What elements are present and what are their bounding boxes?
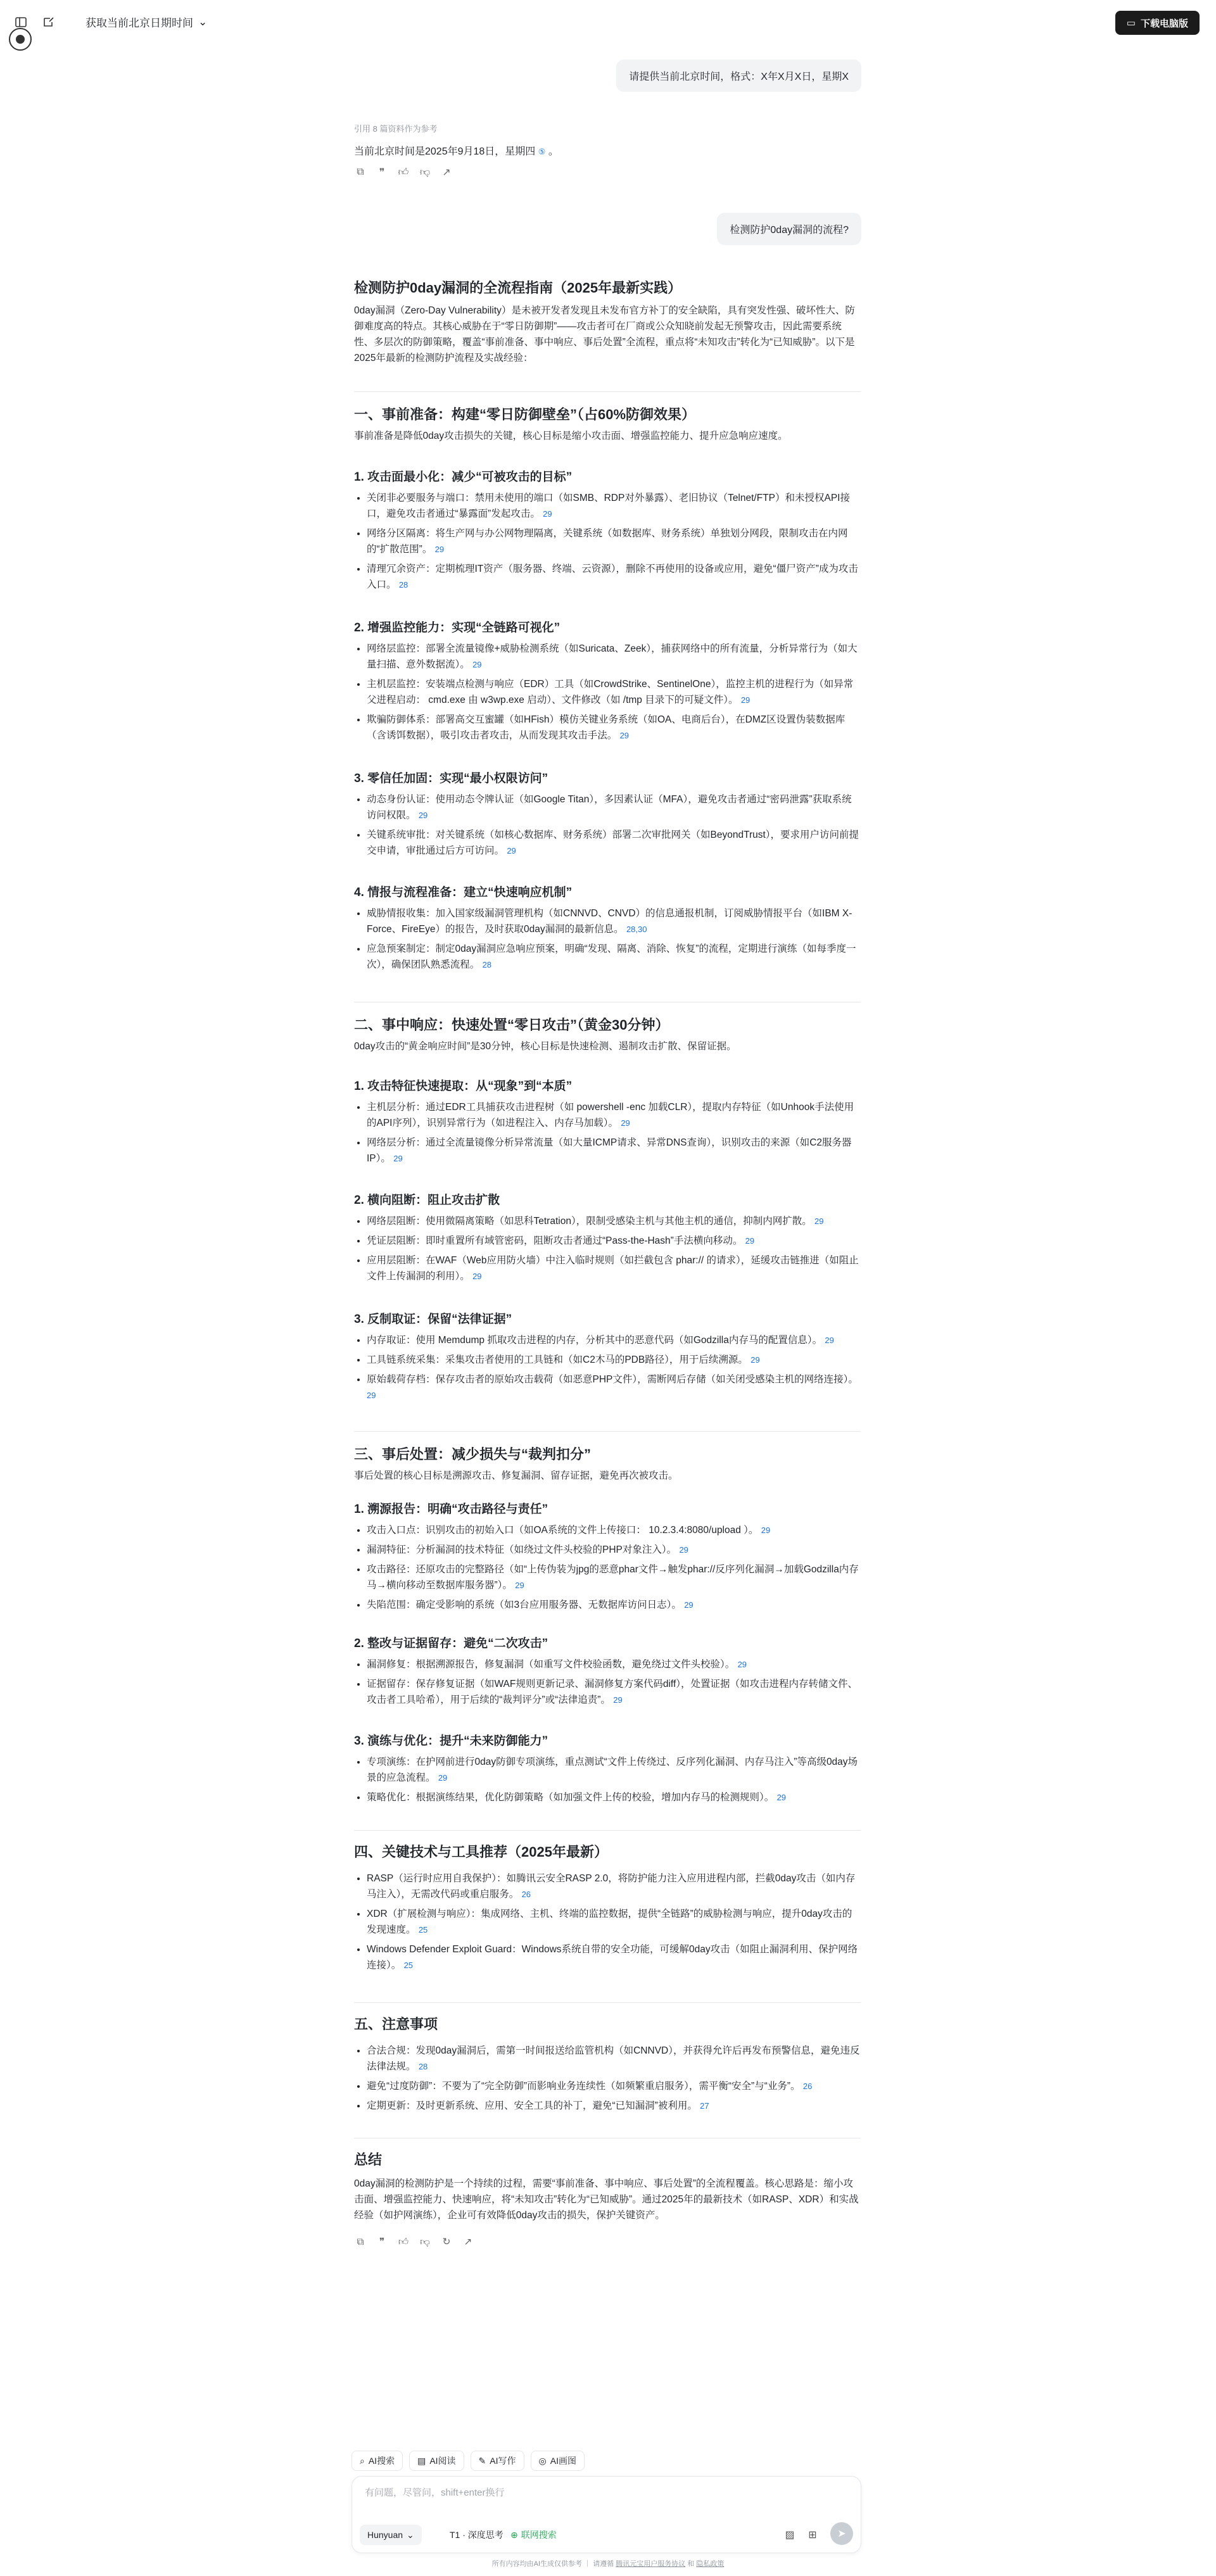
agreement-link[interactable]: 腾讯元宝用户服务协议 [616, 2560, 686, 2568]
thumbs-up-icon[interactable]: 👍︎ [398, 2236, 409, 2247]
user-message: 检测防护0day漏洞的流程? [717, 213, 861, 245]
list-item: • 内存取证：使用 Memdump 抓取攻击进程的内存，分析其中的恶意代码（如Godzilla内存马的配置信息）。 29 [367, 1332, 861, 1348]
file-upload-icon[interactable]: ⊞ [808, 2530, 817, 2541]
subsection-title: 3. 反制取证：保留“法律证据” [354, 1313, 512, 1326]
citation[interactable]: 29 [619, 731, 630, 740]
download-desktop-label: 下载电脑版 [1140, 18, 1188, 29]
deep-think-toggle[interactable] [445, 2525, 509, 2545]
list-item: • 凭证层阻断：即时重置所有域管密码，阻断攻击者通过“Pass-the-Hash”手法横向移动。 29 [367, 1233, 861, 1249]
subsection-title: 3. 演练与优化：提升“未来防御能力” [354, 1734, 548, 1748]
list-item: • 网络分区隔离：将生产网与办公网物理隔离，关键系统（如数据库、财务系统）单独划分网段，限制攻击在内网的“扩散范围”。 29 [367, 526, 861, 557]
citation[interactable]: 29 [472, 660, 482, 669]
ai-read-label: AI阅读 [429, 2456, 456, 2466]
citation[interactable]: 29 [679, 1545, 688, 1555]
citation[interactable]: 29 [745, 1236, 755, 1246]
answer-actions [354, 166, 453, 179]
list-item: • 主机层分析：通过EDR工具捕获攻击进程树（如 powershell -enc 加载CLR），提取内存特征（如Unhook手法使用的API序列），识别异常行为（如进程注入、内存马加载）。 29 [367, 1099, 861, 1131]
section-title: 四、关键技术与工具推荐（2025年最新） [354, 1844, 608, 1860]
citation[interactable]: 25 [418, 1925, 428, 1935]
list-item: • 威胁情报收集：加入国家级漏洞管理机构（如CNNVD、CNVD）的信息通报机制，订阅威胁情报平台（如IBM X-Force、FireEye）的报告，及时获取0day漏洞的最新信息。 28,30 [367, 906, 861, 937]
list-item: • 关闭非必要服务与端口：禁用未使用的端口（如SMB、RDP对外暴露）、老旧协议（Telnet/FTP）和未授权API接口，避免攻击者通过“暴露面”发起攻击。 29 [367, 490, 861, 522]
subsection-title: 2. 增强监控能力：实现“全链路可视化” [354, 621, 560, 635]
list-item: • 欺骗防御体系：部署高交互蜜罐（如HFish）模仿关键业务系统（如OA、电商后台），在DMZ区设置伪装数据库（含诱饵数据），吸引攻击者攻击，从而发现其攻击手法。 29 [367, 712, 861, 743]
footer: 所有内容均由AI生成仅供参考 ｜ 请遵循 腾讯元宝用户服务协议 和 隐私政策 [491, 2560, 725, 2568]
list-item: • RASP（运行时应用自我保护）：如腾讯云安全RASP 2.0，将防护能力注入应用进程内部，拦截0day攻击（如内存马注入），无需改代码或重启服务。 26 [367, 1871, 861, 1902]
list-item: • 避免“过度防御”：不要为了“完全防御”而影响业务连续性（如频繁重启服务），需平衡“安全”与“业务”。 26 [367, 2078, 861, 2094]
thumbs-down-icon[interactable]: 👎︎ [420, 2236, 430, 2247]
subsection-title: 1. 溯源报告：明确“攻击路径与责任” [354, 1503, 548, 1516]
list-item: • 合法合规：发现0day漏洞后，需第一时间报送给监管机构（如CNNVD），并获得允许后再发布预警信息，避免违反法律法规。 28 [367, 2043, 861, 2074]
search-icon: ⌕ [360, 2455, 365, 2466]
chat-input-placeholder[interactable]: 有问题，尽管问，shift+enter换行 [365, 2487, 505, 2498]
assistant-answer: 当前北京时间是2025年9月18日，星期四 ⑤ 。 [354, 146, 559, 157]
divider [354, 391, 861, 392]
divider [354, 1431, 861, 1432]
divider [354, 2002, 861, 2003]
ai-search-button[interactable] [352, 2451, 403, 2471]
desktop-icon: ▭ [1126, 18, 1136, 28]
citation[interactable]: 29 [515, 1581, 524, 1590]
section-title: 二、事中响应：快速处置“零日攻击”（黄金30分钟） [354, 1017, 669, 1033]
ai-read-button[interactable] [409, 2451, 464, 2471]
list-item: • 网络层分析：通过全流量镜像分析异常流量（如大量ICMP请求、异常DNS查询），识别攻击的来源（如C2服务器IP）。 29 [367, 1135, 861, 1166]
list-item: • 失陷范围：确定受影响的系统（如3台应用服务器、无数据库访问日志）。 29 [367, 1597, 861, 1613]
list-item: • 网络层阻断：使用微隔离策略（如思科Tetration），限制受感染主机与其他主机的通信，抑制内网扩散。 29 [367, 1213, 861, 1229]
citation[interactable]: 29 [814, 1216, 824, 1226]
list-item: • 攻击入口点：识别攻击的初始入口（如OA系统的文件上传接口： 10.2.3.4:8080/upload ）。 29 [367, 1522, 861, 1538]
copy-icon[interactable]: ⧉ [357, 2236, 364, 2247]
citation[interactable]: 29 [418, 811, 428, 820]
answer-actions [354, 2235, 861, 2248]
citation[interactable]: 26 [521, 1890, 531, 1899]
list-item: • 清理冗余资产：定期梳理IT资产（服务器、终端、云资源），删除不再使用的设备或应用，避免“僵尸资产”成为攻击入口。 28 [367, 561, 861, 593]
summary-text: 0day漏洞的检测防护是一个持续的过程，需要“事前准备、事中响应、事后处置”的全流程覆盖。核心思路是：缩小攻击面、增强监控能力、快速响应，将“未知攻击”转化为“已知威胁”。通过2025年的最新技术（如RASP、XDR）和实战经验（如护网演练），企业可有效降低0day攻击的损失，保护关键资产。 [354, 2178, 859, 2221]
citation[interactable]: 29 [472, 1272, 482, 1281]
tool-row [352, 2451, 585, 2471]
list-item: • 证据留存：保存修复证据（如WAF规则更新记录、漏洞修复方案代码diff），处置证据（如攻击进程内存转储文件、攻击者工具哈希），用于后续的“裁判评分”或“法律追责”。 29 [367, 1676, 861, 1708]
conversation-title[interactable] [86, 14, 207, 30]
ai-search-label: AI搜索 [368, 2456, 395, 2466]
citation[interactable]: 27 [700, 2101, 709, 2111]
citation[interactable]: 29 [740, 695, 750, 705]
citation[interactable]: 28,30 [626, 925, 647, 934]
regenerate-icon[interactable]: ↻ [442, 2236, 451, 2247]
section-intro: 0day攻击的“黄金响应时间”是30分钟，核心目标是快速检测、遏制攻击扩散、保留证据。 [354, 1041, 737, 1052]
section-title: 五、注意事项 [354, 2016, 438, 2032]
deep-think-label: T1 · 深度思考 [450, 2530, 504, 2540]
list-item: • 关键系统审批：对关键系统（如核心数据库、财务系统）部署二次审批网关（如BeyondTrust），要求用户访问前提交申请，审批通过后方可访问。 29 [367, 827, 861, 859]
list-item: • 网络层监控：部署全流量镜像+威胁检测系统（如Suricata、Zeek），捕获网络中的所有流量，分析异常行为（如大量扫描、意外数据流）。 29 [367, 641, 861, 672]
share-icon[interactable]: ↗ [442, 167, 451, 178]
answer-text: 当前北京时间是2025年9月18日，星期四 [354, 146, 536, 157]
section-title: 一、事前准备：构建“零日防御壁垒”（占60%防御效果） [354, 407, 696, 422]
citation[interactable]: 26 [802, 2081, 813, 2091]
pen-icon: ✎ [478, 2455, 486, 2466]
citation[interactable]: 29 [613, 1695, 623, 1705]
citation[interactable]: 25 [403, 1960, 414, 1970]
model-label: Hunyuan [367, 2530, 403, 2540]
chat-input-box[interactable] [352, 2476, 861, 2553]
footer-text: 所有内容均由AI生成仅供参考 [491, 2560, 583, 2568]
conversation-title-text: 获取当前北京日期时间 [86, 17, 193, 29]
download-desktop-button[interactable] [1115, 11, 1200, 35]
subsection-title: 3. 零信任加固：实现“最小权限访问” [354, 772, 548, 785]
subsection-title: 1. 攻击特征快速提取：从“现象”到“本质” [354, 1080, 573, 1093]
palette-icon: ◎ [538, 2455, 547, 2466]
subsection-title: 2. 整改与证据留存：避免“二次攻击” [354, 1637, 548, 1650]
new-chat-icon[interactable] [41, 14, 57, 30]
chevron-down-icon: ⌄ [407, 2529, 414, 2540]
top-bar [0, 0, 1216, 44]
list-item: • 漏洞特征：分析漏洞的技术特征（如绕过文件头校验的PHP对象注入）。 29 [367, 1542, 861, 1558]
thumbs-up-icon[interactable]: 👍︎ [398, 167, 409, 178]
list-item: • 专项演练：在护网前进行0day防御专项演练，重点测试“文件上传绕过、反序列化漏洞、内存马注入”等高级0day场景的应急流程。 29 [367, 1754, 861, 1786]
list-item: • 动态身份认证：使用动态令牌认证（如Google Titan），多因素认证（MFA），避免攻击者通过“密码泄露”获取系统访问权限。 29 [367, 792, 861, 823]
citation[interactable]: 29 [761, 1525, 771, 1535]
citation[interactable]: 29 [434, 545, 445, 554]
citation[interactable]: 29 [367, 1391, 376, 1400]
privacy-link[interactable]: 隐私政策 [696, 2560, 725, 2568]
cite-icon[interactable]: ⑤ [538, 147, 546, 156]
citation[interactable]: 29 [825, 1335, 834, 1345]
list-item: • 原始载荷存档：保存攻击者的原始攻击载荷（如恶意PHP文件），需断网后存储（如关闭受感染主机的网络连接）。 29 [367, 1372, 861, 1403]
thumbs-down-icon[interactable]: 👎︎ [419, 167, 431, 178]
citation[interactable]: 29 [750, 1355, 760, 1365]
send-button[interactable] [830, 2522, 853, 2545]
citation[interactable]: 29 [684, 1600, 694, 1610]
section-title: 三、事后处置：减少损失与“裁判扣分” [354, 1446, 592, 1462]
citation[interactable]: 29 [507, 846, 516, 856]
list-item: • Windows Defender Exploit Guard：Windows系统自带的安全功能，可缓解0day攻击（如阻止漏洞利用、保护网络连接）。 25 [367, 1941, 861, 1973]
list-item: • 应急预案制定：制定0day漏洞应急响应预案，明确“发现、隔离、消除、恢复”的流程，定期进行演练（如每季度一次），确保团队熟悉流程。 28 [367, 941, 861, 973]
quote-icon[interactable]: ❞ [379, 167, 385, 178]
avatar[interactable] [9, 28, 32, 51]
model-selector[interactable] [360, 2525, 422, 2545]
web-search-label: 联网搜索 [521, 2530, 557, 2540]
ai-write-button[interactable] [471, 2451, 524, 2471]
chevron-down-icon: ⌄ [198, 15, 208, 28]
list-item: • XDR（扩展检测与响应）：集成网络、主机、终端的监控数据，提供“全链路”的威胁检测与响应，提升0day攻击的发现速度。 25 [367, 1906, 861, 1938]
user-message: 请提供当前北京时间，格式：X年X月X日，星期X [616, 60, 861, 92]
book-icon: ▤ [417, 2455, 426, 2466]
subsection-title: 1. 攻击面最小化：减少“可被攻击的目标” [354, 470, 573, 484]
ai-write-label: AI写作 [490, 2456, 516, 2466]
section-title: 总结 [354, 2152, 383, 2168]
ai-image-label: AI画图 [550, 2456, 576, 2466]
quote-icon[interactable]: ❞ [379, 2236, 385, 2247]
web-search-toggle[interactable] [504, 2525, 563, 2545]
list-item: • 攻击路径：还原攻击的完整路径（如“上传伪装为jpg的恶意phar文件→触发phar://反序列化漏洞→加载Godzilla内存马→横向移动至数据库服务器”）。 29 [367, 1562, 861, 1593]
ai-image-button[interactable] [531, 2451, 585, 2471]
citation[interactable]: 29 [543, 509, 552, 519]
image-upload-icon[interactable]: ▨ [785, 2530, 795, 2541]
doc-title: 检测防护0day漏洞的全流程指南（2025年最新实践） [354, 280, 682, 296]
section-intro: 事后处置的核心目标是溯源攻击、修复漏洞、留存证据，避免再次被攻击。 [354, 1470, 678, 1481]
citation[interactable]: 29 [438, 1773, 448, 1783]
send-arrow-icon: ➤ [837, 2529, 846, 2539]
citation[interactable]: 29 [621, 1118, 630, 1128]
list-item: • 漏洞修复：根据溯源报告，修复漏洞（如重写文件校验函数，避免绕过文件头校验）。 29 [367, 1657, 861, 1672]
section-intro: 事前准备是降低0day攻击损失的关键，核心目标是缩小攻击面、增强监控能力、提升应急响应速度。 [354, 431, 788, 441]
citation[interactable]: 29 [776, 1793, 787, 1802]
subsection-title: 2. 横向阻断：阻止攻击扩散 [354, 1194, 500, 1207]
subsection-title: 4. 情报与流程准备：建立“快速响应机制” [354, 886, 573, 899]
citation[interactable]: 29 [737, 1660, 747, 1669]
doc-intro: 0day漏洞（Zero-Day Vulnerability）是未被开发者发现且未发布官方补丁的安全缺陷，具有突发性强、破坏性大、防御难度高的特点。其核心威胁在于“零日防御期”——攻击者可在厂商或公众知晓前发起无预警攻击，因此需要系统性、多层次的防御策略，覆盖“事前准备、事中响应、事后处置”全流程，重点将“未知攻击”转化为“已知威胁”。以下是2025年最新的检测防护流程及实战经验： [354, 305, 855, 363]
list-item: • 主机层监控：安装端点检测与响应（EDR）工具（如CrowdStrike、SentinelOne），监控主机的进程行为（如异常父进程启动： cmd.exe 由 w3wp.exe 启动）、文件修改（如 /tmp 目录下的可疑文件）。 29 [367, 676, 861, 708]
citation[interactable]: 28 [398, 580, 408, 590]
list-item: • 定期更新：及时更新系统、应用、安全工具的补丁，避免“已知漏洞”被利用。 27 [367, 2098, 861, 2114]
reference-note[interactable]: 引用 8 篇资料作为参考 [354, 124, 438, 134]
share-icon[interactable]: ↗ [464, 2236, 472, 2247]
citation[interactable]: 29 [393, 1154, 403, 1163]
list-item: • 工具链系统采集：采集攻击者使用的工具链和（如C2木马的PDB路径），用于后续溯源。 29 [367, 1352, 861, 1368]
citation[interactable]: 28 [418, 2062, 428, 2071]
citation[interactable]: 28 [482, 960, 492, 969]
globe-icon: ⊕ [510, 2529, 518, 2540]
copy-icon[interactable]: ⧉ [357, 167, 364, 177]
divider [354, 1830, 861, 1831]
list-item: • 策略优化：根据演练结果，优化防御策略（如加强文件上传的校验，增加内存马的检测规则）。 29 [367, 1790, 861, 1805]
list-item: • 应用层阻断：在WAF（Web应用防火墙）中注入临时规则（如拦截包含 phar:// 的请求），延缓攻击链推进（如阻止文件上传漏洞的利用）。 29 [367, 1253, 861, 1284]
